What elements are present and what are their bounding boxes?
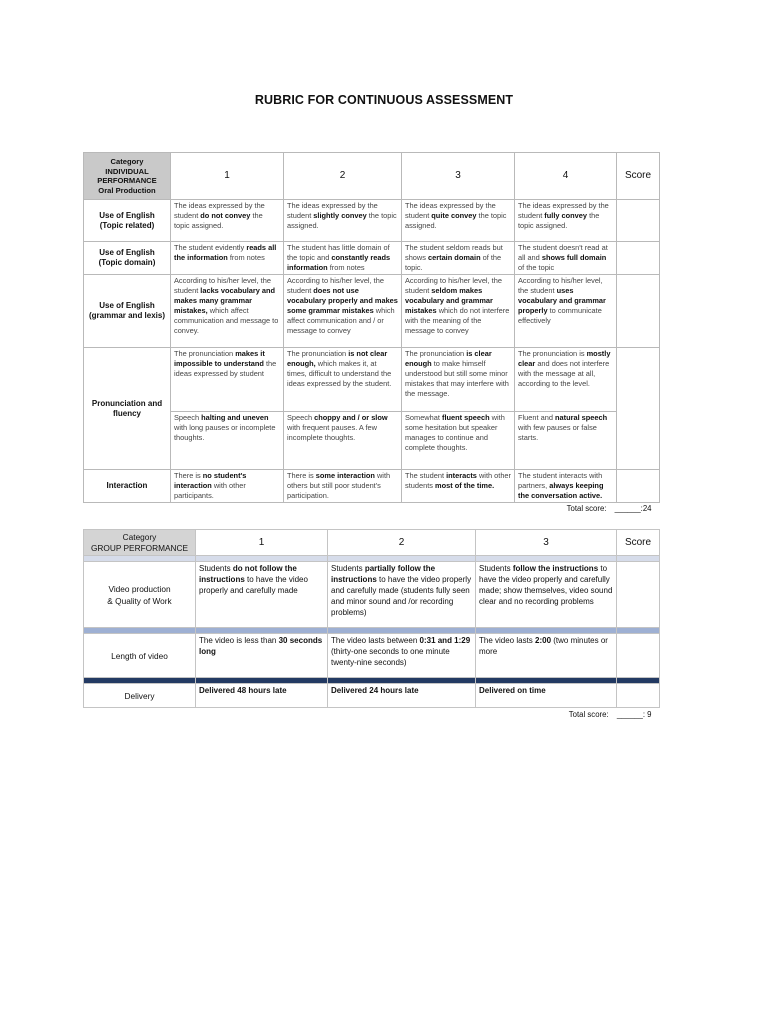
descriptor-cell: According to his/her level, the student uses vocabulary and grammar properly to communicate effectively: [515, 275, 617, 348]
individual-rubric-table: [83, 152, 660, 515]
row-label-line: Use of English: [99, 210, 155, 220]
total-score-value[interactable]: ______:24: [614, 504, 652, 513]
descriptor-cell: Speech choppy and / or slow with frequent pauses. A few incomplete thoughts.: [284, 412, 402, 470]
row-label-topic-related: [84, 200, 171, 242]
table-row: [84, 200, 660, 242]
row-label-length-of-video: [84, 634, 196, 678]
descriptor-cell: Delivered 24 hours late: [328, 684, 476, 708]
descriptor-cell: The video lasts between 0:31 and 1:29 (thirty-one seconds to one minute twenty-nine seconds): [328, 634, 476, 678]
table-row: [84, 562, 660, 628]
level-header-3: 3: [402, 153, 515, 200]
score-header: Score: [617, 530, 660, 556]
level-header-1: 1: [196, 530, 328, 556]
group-rubric-table: [83, 529, 660, 722]
descriptor-cell: The pronunciation is not clear enough, which makes it, at times, difficult to understand the ideas expressed by the student.: [284, 348, 402, 412]
score-cell[interactable]: [617, 275, 660, 348]
table-row: [84, 348, 660, 412]
descriptor-cell: There is some interaction with others but still poor student's participation.: [284, 470, 402, 503]
row-label-interaction: [84, 470, 171, 503]
table-row: [84, 684, 660, 708]
row-label-topic-domain: [84, 242, 171, 275]
row-label-line: Pronunciation and: [91, 398, 163, 408]
category-line: Category: [122, 531, 157, 542]
descriptor-cell: The student interacts with partners, always keeping the conversation active.: [515, 470, 617, 503]
descriptor-cell: According to his/her level, the student seldom makes vocabulary and grammar mistakes which do not interfere with the meaning of the message to convey: [402, 275, 515, 348]
descriptor-cell: The video lasts 2:00 (two minutes or more: [476, 634, 617, 678]
descriptor-cell: Somewhat fluent speech with some hesitation but speaker manages to continue and complete thoughts.: [402, 412, 515, 470]
row-label-line: Use of English: [99, 301, 155, 310]
table-row: [84, 634, 660, 678]
row-label-line: Interaction: [106, 481, 148, 490]
category-line: GROUP PERFORMANCE: [90, 542, 189, 553]
descriptor-cell: The ideas expressed by the student fully convey the topic assigned.: [515, 200, 617, 242]
score-cell[interactable]: [617, 348, 660, 470]
table-row: [84, 242, 660, 275]
category-header-group: [84, 530, 196, 556]
row-label-line: Delivery: [124, 690, 155, 701]
descriptor-cell: Delivered 48 hours late: [196, 684, 328, 708]
descriptor-cell: The student seldom reads but shows certain domain of the topic.: [402, 242, 515, 275]
score-header: Score: [617, 153, 660, 200]
score-cell[interactable]: [617, 634, 660, 678]
row-label-line: (Topic related): [99, 220, 155, 230]
row-label-line: (Topic domain): [98, 258, 156, 267]
category-line: INDIVIDUAL: [105, 166, 149, 176]
descriptor-cell: The ideas expressed by the student slightly convey the topic assigned.: [284, 200, 402, 242]
row-label-line: & Quality of Work: [107, 595, 172, 606]
total-score-label: Total score:: [568, 710, 609, 719]
score-cell[interactable]: [617, 684, 660, 708]
descriptor-cell: The student has little domain of the topic and constantly reads information from notes: [284, 242, 402, 275]
category-line: Oral Production: [98, 185, 156, 195]
descriptor-cell: Delivered on time: [476, 684, 617, 708]
descriptor-cell: The student interacts with other students most of the time.: [402, 470, 515, 503]
descriptor-cell: The student evidently reads all the information from notes: [171, 242, 284, 275]
descriptor-cell: The pronunciation is mostly clear and does not interfere with the message at all, according to the level.: [515, 348, 617, 412]
score-cell[interactable]: [617, 200, 660, 242]
total-score-value[interactable]: ______: 9: [616, 710, 652, 719]
descriptor-cell: Fluent and natural speech with few pauses or false starts.: [515, 412, 617, 470]
row-label-line: (grammar and lexis): [88, 311, 166, 320]
total-score-group: [84, 708, 660, 722]
descriptor-cell: The ideas expressed by the student do not convey the topic assigned.: [171, 200, 284, 242]
level-header-3: 3: [476, 530, 617, 556]
score-cell[interactable]: [617, 470, 660, 503]
row-label-line: fluency: [112, 408, 141, 418]
row-label-delivery: [84, 684, 196, 708]
descriptor-cell: The video is less than 30 seconds long: [196, 634, 328, 678]
descriptor-cell: Students partially follow the instructions to have the video properly and carefully made (students fully seen and minor sound and /or recording problems): [328, 562, 476, 628]
score-cell[interactable]: [617, 242, 660, 275]
descriptor-cell: The pronunciation makes it impossible to understand the ideas expressed by student: [171, 348, 284, 412]
level-header-2: 2: [284, 153, 402, 200]
descriptor-cell: The pronunciation is clear enough to make himself understood but still some minor mistakes that may interfere with the message.: [402, 348, 515, 412]
category-line: Category: [110, 157, 144, 166]
row-label-video-production: [84, 562, 196, 628]
descriptor-cell: Students follow the instructions to have the video properly and carefully made; show themselves, video sound clear and no recording problems: [476, 562, 617, 628]
table-row: [84, 275, 660, 348]
row-label-line: Length of video: [111, 650, 168, 661]
total-score-individual: [84, 503, 660, 516]
level-header-4: 4: [515, 153, 617, 200]
category-header-individual: [84, 153, 171, 200]
row-label-pronunciation-fluency: [84, 348, 171, 470]
level-header-1: 1: [171, 153, 284, 200]
level-header-2: 2: [328, 530, 476, 556]
table-row: [84, 412, 660, 470]
row-label-grammar-lexis: [84, 275, 171, 348]
descriptor-cell: According to his/her level, the student does not use vocabulary properly and makes some grammar mistakes which affect communication and / or message to convey: [284, 275, 402, 348]
descriptor-cell: Speech halting and uneven with long pauses or incomplete thoughts.: [171, 412, 284, 470]
score-cell[interactable]: [617, 562, 660, 628]
total-score-label: Total score:: [566, 504, 607, 513]
descriptor-cell: According to his/her level, the student lacks vocabulary and makes many grammar mistakes, which affect communication and message to convey.: [171, 275, 284, 348]
table-row: [84, 470, 660, 503]
descriptor-cell: The ideas expressed by the student quite convey the topic assigned.: [402, 200, 515, 242]
row-label-line: Use of English: [99, 248, 155, 257]
row-label-line: Video production: [108, 583, 171, 594]
category-line: PERFORMANCE: [97, 176, 157, 185]
descriptor-cell: The student doesn't read at all and shows full domain of the topic: [515, 242, 617, 275]
document-title: RUBRIC FOR CONTINUOUS ASSESSMENT: [254, 93, 514, 107]
descriptor-cell: There is no student's interaction with other participants.: [171, 470, 284, 503]
descriptor-cell: Students do not follow the instructions to have the video properly and carefully made: [196, 562, 328, 628]
